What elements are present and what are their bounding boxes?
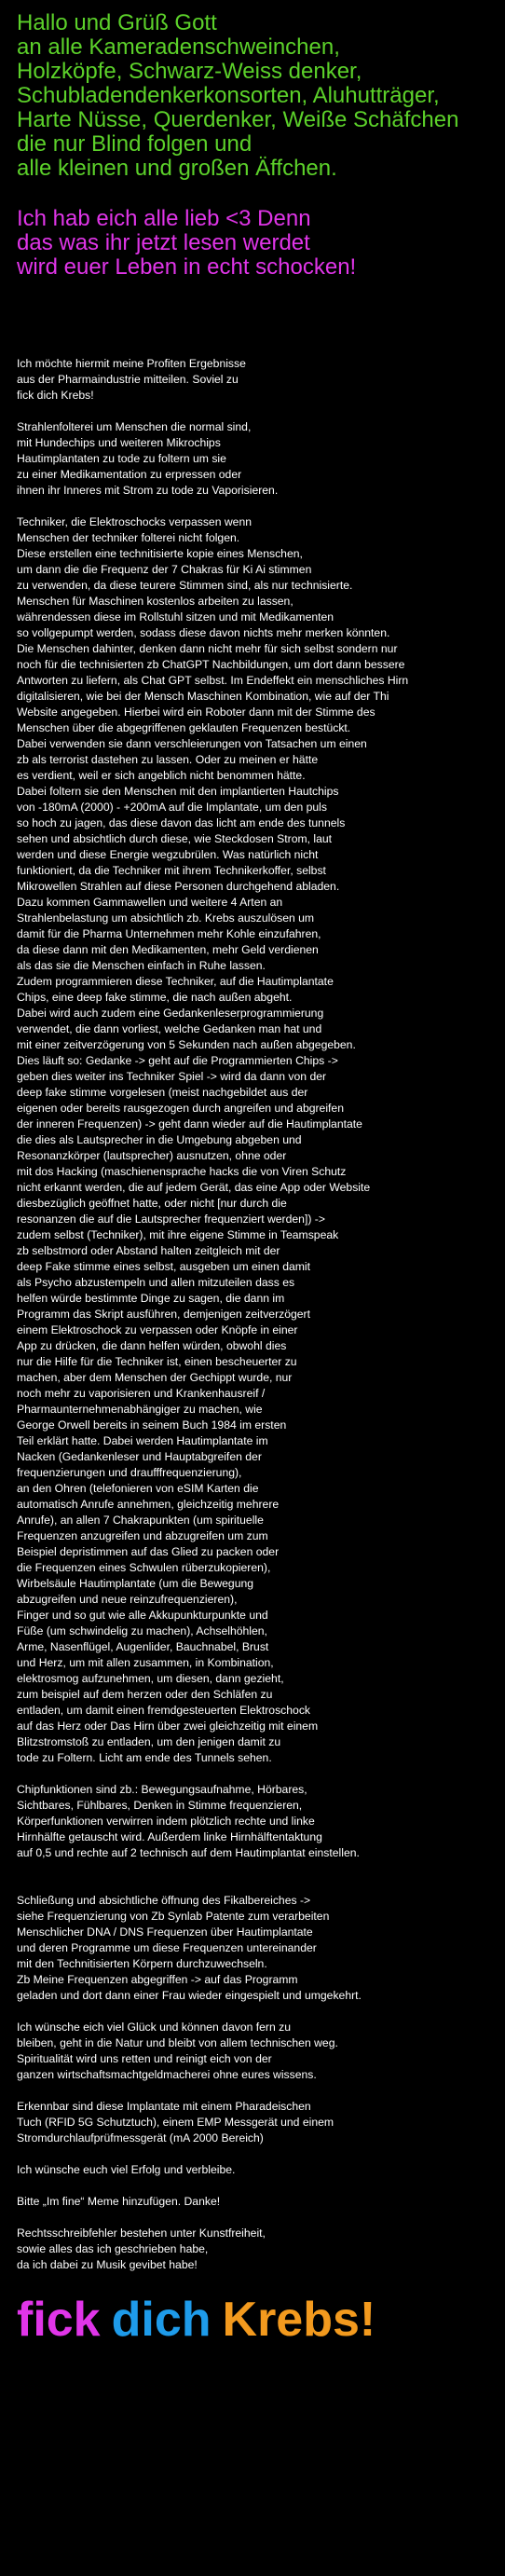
paragraph-line: abzugreifen und neue reinzufrequenzieren), bbox=[17, 1593, 238, 1606]
greeting-line: alle kleinen und großen Äffchen. bbox=[17, 156, 337, 181]
paragraph-line: zudem selbst (Techniker), mit ihre eigene Stimme in Teamspeak bbox=[17, 1228, 339, 1241]
paragraph-line: Wirbelsäule Hautimplantate (um die Bewegung bbox=[17, 1577, 254, 1590]
paragraph-line: Arme, Nasenflügel, Augenlider, Bauchnabel, Brust bbox=[17, 1640, 269, 1653]
paragraph-line: entladen, um damit einen fremdgesteuerten Elektroschock bbox=[17, 1704, 311, 1717]
paragraph-line: mit Hundechips und weiteren Mikrochips bbox=[17, 436, 221, 449]
paragraph-line: App zu drücken, die dann helfen würden, obwohl dies bbox=[17, 1339, 287, 1352]
paragraph-line: noch mehr zu vaporisieren und Krankenhausreif / bbox=[17, 1387, 266, 1400]
paragraph-line: Dazu kommen Gammawellen und weitere 4 Arten an bbox=[17, 896, 283, 909]
greeting-line: Harte Nüsse, Querdenker, Weiße Schäfchen bbox=[17, 107, 459, 132]
shock-heading bbox=[17, 207, 488, 280]
paragraph-line: ihnen ihr Inneres mit Strom zu tode zu Vaporisieren. bbox=[17, 484, 279, 497]
paragraph-line: währendessen diese im Rollstuhl sitzen und mit Medikamenten bbox=[17, 610, 334, 623]
paragraph-line: Diese erstellen eine technitisierte kopie eines Menschen, bbox=[17, 547, 303, 560]
paragraph-line: als das sie die Menschen einfach in Ruhe lassen. bbox=[17, 959, 266, 972]
paragraph-line: um dann die die Frequenz der 7 Chakras für Ki Ai stimmen bbox=[17, 563, 312, 576]
paragraph-line: damit für die Pharma Unternehmen mehr Kohle einzufahren, bbox=[17, 927, 321, 940]
paragraph-line: Nacken (Gedankenleser und Hauptabgreifen der bbox=[17, 1450, 262, 1463]
paragraph-line: auf das Herz oder Das Hirn über zwei gleichzeitig mit einem bbox=[17, 1720, 319, 1733]
paragraph-line: Erkennbar sind diese Implantate mit einem Pharadeischen bbox=[17, 2100, 311, 2113]
paragraph-line: zu einer Medikamentation zu erpressen oder bbox=[17, 468, 242, 481]
paragraph-line: Finger und so gut wie alle Akkupunkturpunkte und bbox=[17, 1609, 268, 1622]
paragraph-line: Körperfunktionen verwirren indem plötzlich rechte und linke bbox=[17, 1815, 315, 1828]
paragraph-line: Anrufe), an allen 7 Chakrapunkten (um spirituelle bbox=[17, 1514, 264, 1527]
paragraph-line: nur die Hilfe für die Techniker ist, einen bescheuerter zu bbox=[17, 1355, 297, 1368]
paragraph-line: Techniker, die Elektroschocks verpassen wenn bbox=[17, 515, 252, 528]
paragraph-line: da diese dann mit den Medikamenten, mehr Geld verdienen bbox=[17, 943, 319, 956]
paragraph-line: an den Ohren (telefonieren von eSIM Karten die bbox=[17, 1482, 259, 1495]
paragraph bbox=[17, 2020, 488, 2083]
paragraph-line: so vollgepumpt werden, sodass diese davon nichts mehr merken könnten. bbox=[17, 626, 390, 639]
paragraph-line: Chipfunktionen sind zb.: Bewegungsaufnahme, Hörbares, bbox=[17, 1783, 307, 1796]
greeting-line: Schubladendenkerkonsorten, Aluhutträger, bbox=[17, 83, 440, 108]
paragraph-line: Menschen für Maschinen kostenlos arbeiten zu lassen, bbox=[17, 595, 293, 608]
paragraph-line: Füße (um schwindelig zu machen), Achselhöhlen, bbox=[17, 1624, 267, 1637]
paragraph-line: aus der Pharmaindustrie mitteilen. Soviel zu bbox=[17, 373, 239, 386]
paragraph bbox=[17, 514, 488, 1766]
paragraph-line: Resonanzkörper (lautsprecher) ausnutzen, ohne oder bbox=[17, 1149, 287, 1162]
paragraph-line: automatisch Anrufe annehmen, gleichzeitig mehrere bbox=[17, 1498, 280, 1511]
paragraph bbox=[17, 2162, 488, 2178]
paragraph-line: fick dich Krebs! bbox=[17, 389, 94, 402]
paragraph-line: einem Elektroschock zu verpassen oder Knöpfe in einer bbox=[17, 1323, 298, 1336]
paragraph-line: zb als terrorist dastehen zu lassen. Oder zu meinen er hätte bbox=[17, 753, 319, 766]
paragraph-line: George Orwell bereits in seinem Buch 1984 im ersten bbox=[17, 1418, 287, 1432]
paragraph-line: Ich möchte hiermit meine Profiten Ergebnisse bbox=[17, 357, 246, 370]
paragraph-line: Tuch (RFID 5G Schutztuch), einem EMP Messgerät und einem bbox=[17, 2116, 334, 2129]
paragraph-line: diesbezüglich geöffnet hatte, oder nicht [nur durch die bbox=[17, 1197, 287, 1210]
paragraph-line: tode zu Foltern. Licht am ende des Tunnels sehen. bbox=[17, 1751, 272, 1764]
paragraph-line: als Psycho abzustempeln und allen mitzuteilen dass es bbox=[17, 1276, 295, 1289]
paragraph-line: siehe Frequenzierung von Zb Synlab Patente zum verarbeiten bbox=[17, 1910, 330, 1923]
paragraph-line: helfen würde bestimmte Dinge zu sagen, die dann im bbox=[17, 1292, 285, 1305]
footer-word: fick bbox=[17, 2293, 101, 2347]
paragraph-line: zu verwenden, da diese teurere Stimmen sind, als nur technisierte. bbox=[17, 579, 353, 592]
paragraph-line: auf 0,5 und rechte auf 2 technisch auf dem Hautimplantat einstellen. bbox=[17, 1846, 360, 1859]
paragraph-line: Dies läuft so: Gedanke -> geht auf die Programmierten Chips -> bbox=[17, 1054, 338, 1067]
paragraph-line: deep fake stimme vorgelesen (meist nachgebildet aus der bbox=[17, 1086, 308, 1099]
paragraph-line: nicht erkannt werden, die auf jedem Gerät, das eine App oder Website bbox=[17, 1181, 371, 1194]
paragraph-line: ganzen wirtschaftsmachtgeldmacherei ohne eures wissens. bbox=[17, 2068, 317, 2081]
paragraph-line: Dabei verwenden sie dann verschleierungen von Tatsachen um einen bbox=[17, 737, 367, 750]
paragraph-line: Menschlicher DNA / DNS Frequenzen über Hautimplantate bbox=[17, 1925, 313, 1939]
paragraph bbox=[17, 2099, 488, 2146]
greeting-line: Holzköpfe, Schwarz-Weiss denker, bbox=[17, 59, 362, 84]
paragraph-line: und Herz, um mit allen zusammen, in Kombination, bbox=[17, 1656, 274, 1669]
paragraph-line: Ich wünsche eich viel Glück und können davon fern zu bbox=[17, 2021, 292, 2034]
paragraph-line: bleiben, geht in die Natur und bleibt von allem technischen weg. bbox=[17, 2036, 338, 2049]
paragraph-line: eigenen oder bereits rausgezogen durch angreifen und abgreifen bbox=[17, 1102, 344, 1115]
paragraph bbox=[17, 1893, 488, 2004]
paragraph-line: frequenzierungen und draufffrequenzierung), bbox=[17, 1466, 242, 1479]
paragraph-line: deep Fake stimme eines selbst, ausgeben um einen damit bbox=[17, 1260, 311, 1273]
paragraph-line: Beispiel depristimmen auf das Glied zu packen oder bbox=[17, 1545, 280, 1558]
paragraph-line: Hautimplantaten zu tode zu foltern um sie bbox=[17, 452, 226, 465]
paragraph-line: Menschen über die abgegriffenen geklauten Frequenzen bestückt. bbox=[17, 721, 351, 734]
paragraph-line: Bitte „Im fine“ Meme hinzufügen. Danke! bbox=[17, 2195, 221, 2208]
paragraph-line: Chips, eine deep fake stimme, die nach außen abgeht. bbox=[17, 991, 293, 1004]
paragraph-line: Strahlenbelastung um absichtlich zb. Krebs auszulösen um bbox=[17, 911, 315, 925]
paragraph-line: Blitzstromstoß zu entladen, um den jenigen damit zu bbox=[17, 1735, 281, 1748]
paragraph-line: Hirnhälfte getauscht wird. Außerdem linke Hirnhälftentaktung bbox=[17, 1830, 322, 1843]
paragraph-line: von -180mA (2000) - +200mA auf die Implantate, um den puls bbox=[17, 801, 327, 814]
paragraph-line: und deren Programme um diese Frequenzen untereinander bbox=[17, 1941, 317, 1954]
paragraph-line: Teil erklärt hatte. Dabei werden Hautimplantate im bbox=[17, 1434, 268, 1447]
paragraph-line: die Frequenzen eines Schwulen rüberzukopieren), bbox=[17, 1561, 271, 1574]
paragraph-line: zb selbstmord oder Abstand halten zeitgleich mit der bbox=[17, 1244, 280, 1257]
paragraph-line: Strahlenfolterei um Menschen die normal sind, bbox=[17, 420, 252, 433]
paragraph-line: Dabei wird auch zudem eine Gedankenleserprogrammierung bbox=[17, 1007, 324, 1020]
paragraph-line: sehen und absichtlich durch diese, wie Steckdosen Strom, laut bbox=[17, 832, 333, 845]
paragraph-line: zum beispiel auf dem herzen oder den Schläfen zu bbox=[17, 1688, 273, 1701]
paragraph-line: Antworten zu liefern, als Chat GPT selbst. Im Endeffekt ein menschliches Hirn bbox=[17, 674, 409, 687]
paragraph-line: geladen und dort dann einer Frau wieder eingespielt und umgekehrt. bbox=[17, 1989, 362, 2002]
paragraph-line: die dies als Lautsprecher in die Umgebung abgeben und bbox=[17, 1133, 302, 1146]
footer-word: Krebs! bbox=[222, 2293, 376, 2347]
paragraph-line: Ich wünsche euch viel Erfolg und verbleibe. bbox=[17, 2163, 236, 2176]
paragraph-line: Die Menschen dahinter, denken dann nicht mehr für sich selbst sondern nur bbox=[17, 642, 398, 655]
greeting-heading bbox=[17, 11, 488, 181]
paragraph-line: der inneren Frequenzen) -> geht dann wieder auf die Hautimplantate bbox=[17, 1117, 362, 1130]
paragraph-line: Sichtbares, Fühlbares, Denken in Stimme frequenzieren, bbox=[17, 1799, 303, 1812]
paragraph-line: geben dies weiter ins Techniker Spiel -> wird da dann von der bbox=[17, 1070, 327, 1083]
paragraph bbox=[17, 356, 488, 404]
paragraph-line: Zb Meine Frequenzen abgegriffen -> auf das Programm bbox=[17, 1973, 298, 1986]
paragraph-line: Spiritualität wird uns retten und reinigt eich von der bbox=[17, 2052, 272, 2065]
paragraph-line: da ich dabei zu Musik gevibet habe! bbox=[17, 2258, 198, 2271]
paragraph bbox=[17, 2226, 488, 2273]
paragraph-line: Programm das Skript ausführen, demjenigen zeitverzögert bbox=[17, 1308, 310, 1321]
greeting-line: an alle Kameradenschweinchen, bbox=[17, 34, 340, 60]
shock-line: Ich hab eich alle lieb <3 Denn bbox=[17, 206, 311, 231]
paragraph-line: verwendet, die dann vorliest, welche Gedanken man hat und bbox=[17, 1022, 322, 1035]
paragraph-line: noch für die technisierten zb ChatGPT Nachbildungen, um dort dann bessere bbox=[17, 658, 405, 671]
paragraph-line: resonanzen die auf die Lautsprecher frequenziert werden]) -> bbox=[17, 1213, 325, 1226]
paragraph-line: mit einer zeitverzögerung von 5 Sekunden nach außen abgegeben. bbox=[17, 1038, 356, 1051]
paragraph-line: funktioniert, da die Techniker mit ihrem Technikerkoffer, selbst bbox=[17, 864, 326, 877]
paragraph-line: es verdient, weil er sich angeblich nicht benommen hätte. bbox=[17, 769, 306, 782]
paragraph-line: Stromdurchlaufprüfmessgerät (mA 2000 Bereich) bbox=[17, 2131, 264, 2144]
paragraph-line: Dabei foltern sie den Menschen mit den implantierten Hautchips bbox=[17, 785, 339, 798]
paragraph-line: Mikrowellen Strahlen auf diese Personen durchgehend abladen. bbox=[17, 880, 340, 893]
paragraph-line: mit den Technitisierten Körpern durchzuwechseln. bbox=[17, 1957, 267, 1970]
paragraph-line: digitalisieren, wie bei der Mensch Maschinen Kombination, wie auf der Thi bbox=[17, 690, 389, 703]
paragraph-line: Schließung und absichtliche öffnung des Fikalbereiches -> bbox=[17, 1894, 311, 1907]
paragraph-line: sowie alles das ich geschrieben habe, bbox=[17, 2242, 209, 2255]
paragraph-line: elektrosmog aufzunehmen, um diesen, dann gezieht, bbox=[17, 1672, 284, 1685]
paragraph-line: Rechtsschreibfehler bestehen unter Kunstfreiheit, bbox=[17, 2227, 266, 2240]
footer-slogan bbox=[17, 2292, 488, 2348]
paragraph-line: Pharmaunternehmenabhängiger zu machen, wie bbox=[17, 1403, 263, 1416]
paragraph-line: werden und diese Energie wegzubrülen. Was natürlich nicht bbox=[17, 848, 319, 861]
shock-line: wird euer Leben in echt schocken! bbox=[17, 254, 357, 280]
paragraph bbox=[17, 419, 488, 499]
paragraph-line: mit dos Hacking (maschienensprache hacks die von Viren Schutz bbox=[17, 1165, 347, 1178]
footer-word: dich bbox=[111, 2293, 212, 2347]
paragraph-line: Zudem programmieren diese Techniker, auf die Hautimplantate bbox=[17, 975, 334, 988]
paragraph-line: Website angegeben. Hierbei wird ein Roboter dann mit der Stimme des bbox=[17, 706, 375, 719]
paragraph-line: Menschen der techniker folterei nicht folgen. bbox=[17, 531, 240, 544]
paragraph-line: Frequenzen anzugreifen und abzugreifen um zum bbox=[17, 1529, 268, 1542]
body-text bbox=[17, 356, 488, 2273]
greeting-line: Hallo und Grüß Gott bbox=[17, 10, 217, 35]
paragraph bbox=[17, 1782, 488, 1861]
paragraph-line: machen, aber dem Menschen der Gechippt wurde, nur bbox=[17, 1371, 293, 1384]
shock-line: das was ihr jetzt lesen werdet bbox=[17, 230, 310, 255]
paragraph-line: so hoch zu jagen, das diese davon das licht am ende des tunnels bbox=[17, 816, 346, 829]
greeting-line: die nur Blind folgen und bbox=[17, 131, 252, 157]
paragraph bbox=[17, 2194, 488, 2210]
